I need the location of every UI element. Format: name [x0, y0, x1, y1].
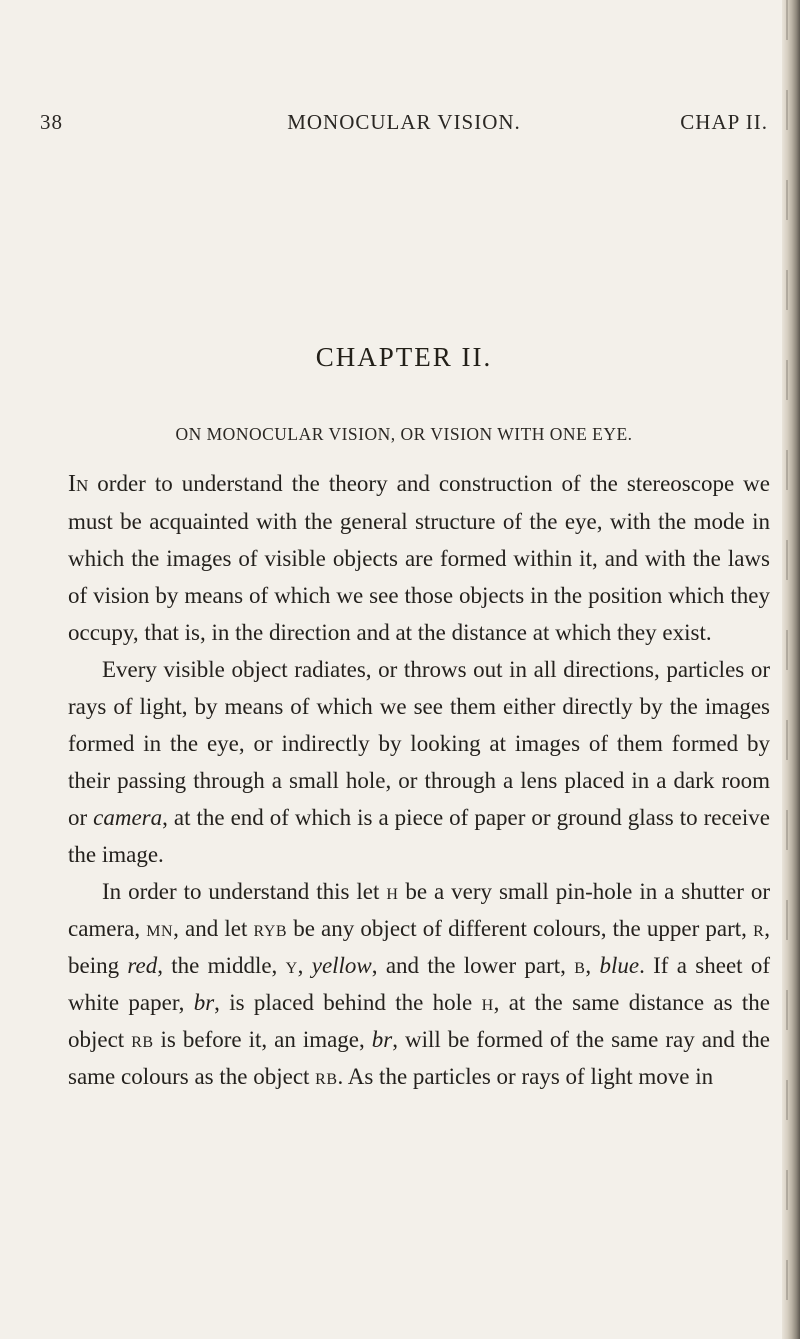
label-y: y	[285, 953, 298, 978]
italic-br: br	[371, 1027, 393, 1052]
body-text	[68, 465, 770, 1095]
label-rb: rb	[315, 1064, 338, 1089]
label-b: b	[574, 953, 586, 978]
paragraph-2: Every visible object radiates, or throws out in all directions, particles or rays of light, by means of which we see them either directly by the images formed in the eye, or indirectly by looking at images of them formed by their passing through a small hole, or through a lens placed in a dark room or camera, at the end of which is a piece of paper or ground glass to receive the image.	[68, 657, 770, 867]
label-rb: rb	[131, 1027, 154, 1052]
label-ryb: ryb	[253, 916, 288, 941]
lead-word: In	[68, 471, 89, 497]
italic-br: br	[193, 990, 215, 1015]
label-mn: mn	[146, 916, 174, 941]
italic-red: red	[127, 953, 158, 978]
label-r: r	[753, 916, 765, 941]
paragraph-1: In order to understand the theory and construction of the stereoscope we must be acquainted with the general structure of the eye, with the mode in which the images of visible objects are formed within it, and with the laws of vision by means of which we see those objects in the position which they occupy, that is, in the direction and at the distance at which they exist.	[68, 471, 770, 645]
page-number: 38	[40, 110, 63, 134]
italic-blue: blue	[599, 953, 640, 978]
running-header	[40, 110, 768, 144]
label-h: h	[481, 990, 494, 1015]
chapter-subtitle: ON MONOCULAR VISION, OR VISION WITH ONE EYE.	[175, 424, 633, 444]
running-title: MONOCULAR VISION.	[287, 110, 521, 134]
paragraph-3: In order to understand this let h be a very small pin-hole in a shutter or camera, mn, and let ryb be any object of different colours, the upper part, r, being red, the middle, y, yellow, and the lower part, b, blue. If a sheet of white paper, br, is placed behind the hole h, at the same distance as the object rb is before it, an image, br, will be formed of the same ray and the same colours as the object rb. As the particles or rays of light move in	[68, 879, 771, 1089]
italic-yellow: yellow	[311, 953, 372, 978]
page-edge-shadow	[782, 0, 800, 1339]
italic-term: camera	[93, 805, 163, 830]
chapter-reference: CHAP II.	[680, 110, 768, 134]
label-h: h	[386, 879, 399, 904]
chapter-heading: CHAPTER II.	[315, 342, 493, 372]
